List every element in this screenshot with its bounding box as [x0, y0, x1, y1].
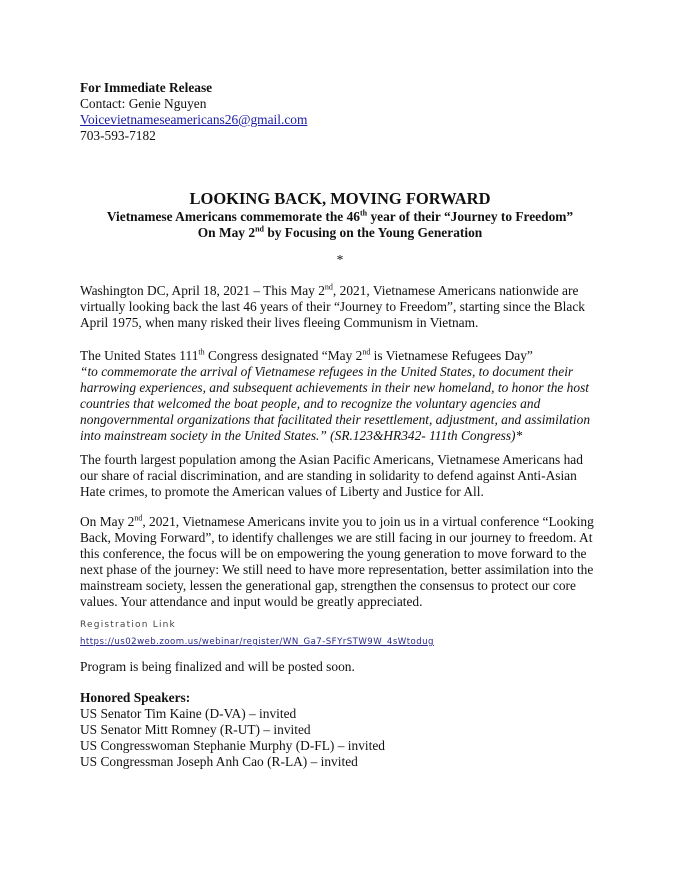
- page-title: LOOKING BACK, MOVING FORWARD: [189, 189, 491, 208]
- paragraph-text: The United States 111: [80, 348, 199, 363]
- superscript: nd: [362, 347, 371, 357]
- paragraph-text: Congress designated “May 2: [204, 348, 363, 363]
- program-note-text: Program is being finalized and will be posted soon.: [80, 659, 355, 674]
- paragraph-text: , 2021, Vietnamese Americans nationwide are virtually looking back the last 46 years of their “Journey to Freedom”, starting since the Black April 1975, when many risked their lives fleeing Communism in Vietnam.: [80, 283, 585, 330]
- paragraph-congress: [80, 348, 600, 444]
- subtitle-line-2: [60, 225, 620, 241]
- superscript: nd: [324, 282, 333, 292]
- separator: *: [336, 252, 344, 267]
- paragraph-text: is Vietnamese Refugees Day”: [370, 348, 533, 363]
- phone-number: 703-593-7182: [80, 128, 156, 143]
- superscript: th: [359, 208, 368, 218]
- release-label: For Immediate Release: [80, 80, 213, 95]
- registration-block: [80, 619, 600, 648]
- superscript: nd: [134, 513, 143, 523]
- subtitle-text: On May 2: [197, 225, 256, 240]
- paragraph-text: Washington DC, April 18, 2021 – This May 2: [80, 283, 325, 298]
- paragraph-text: On May 2: [80, 514, 135, 529]
- subtitle-text: Vietnamese Americans commemorate the 46: [106, 209, 360, 224]
- registration-label: Registration Link: [80, 620, 176, 630]
- speaker-item: US Senator Tim Kaine (D-VA) – invited: [80, 706, 297, 721]
- subtitle-text: by Focusing on the Young Generation: [263, 225, 483, 240]
- paragraph-text: The fourth largest population among the Asian Pacific Americans, Vietnamese Americans had our share of racial discrimination, and are standing in solidarity to defend against Anti-Asian Hate crimes, to promote the American values of Liberty and Justice for All.: [80, 452, 583, 499]
- program-note: [80, 659, 600, 675]
- contact-block: [80, 80, 600, 144]
- paragraph-text: , 2021, Vietnamese Americans invite you to join us in a virtual conference “Looking Back, Moving Forward”, to identify challenges we are still facing in our journey to freedom. At this conference, the focus will be on empowering the young generation to move forward to the next phase of the journey: We still need to have more representation, better assimilation into the mainstream society, lessen the generational gap, strengthen the consensus to protect our core values. Your attendance and input would be greatly appreciated.: [80, 514, 594, 609]
- speakers-block: [80, 690, 600, 770]
- speaker-item: US Senator Mitt Romney (R-UT) – invited: [80, 722, 311, 737]
- title-block: [60, 189, 620, 268]
- subtitle-text: year of their “Journey to Freedom”: [367, 209, 574, 224]
- paragraph-conference: [80, 514, 600, 610]
- registration-link[interactable]: https://us02web.zoom.us/webinar/register/WN_Ga7-SFYrSTW9W_4sWtodug: [80, 637, 434, 647]
- superscript: th: [198, 347, 205, 357]
- contact-name: Contact: Genie Nguyen: [80, 96, 207, 111]
- email-link[interactable]: Voicevietnameseamericans26@gmail.com: [80, 112, 308, 127]
- speakers-heading: Honored Speakers:: [80, 690, 191, 705]
- paragraph-intro: [80, 283, 600, 331]
- congress-quote: “to commemorate the arrival of Vietnamese refugees in the United States, to document their harrowing experiences, and subsequent achievements in their new homeland, to honor the host countries that welcomed the boat people, and to recognize the voluntary agencies and nongovernmental organizations that facilitated their resettlement, adjustment, and assimilation into mainstream society in the United States.” (SR.123&HR342- 111th Congress)*: [80, 364, 591, 443]
- speaker-item: US Congresswoman Stephanie Murphy (D-FL) – invited: [80, 738, 385, 753]
- paragraph-solidarity: [80, 452, 600, 500]
- superscript: nd: [255, 224, 264, 234]
- speaker-item: US Congressman Joseph Anh Cao (R-LA) – invited: [80, 754, 358, 769]
- subtitle-line-1: [60, 209, 620, 225]
